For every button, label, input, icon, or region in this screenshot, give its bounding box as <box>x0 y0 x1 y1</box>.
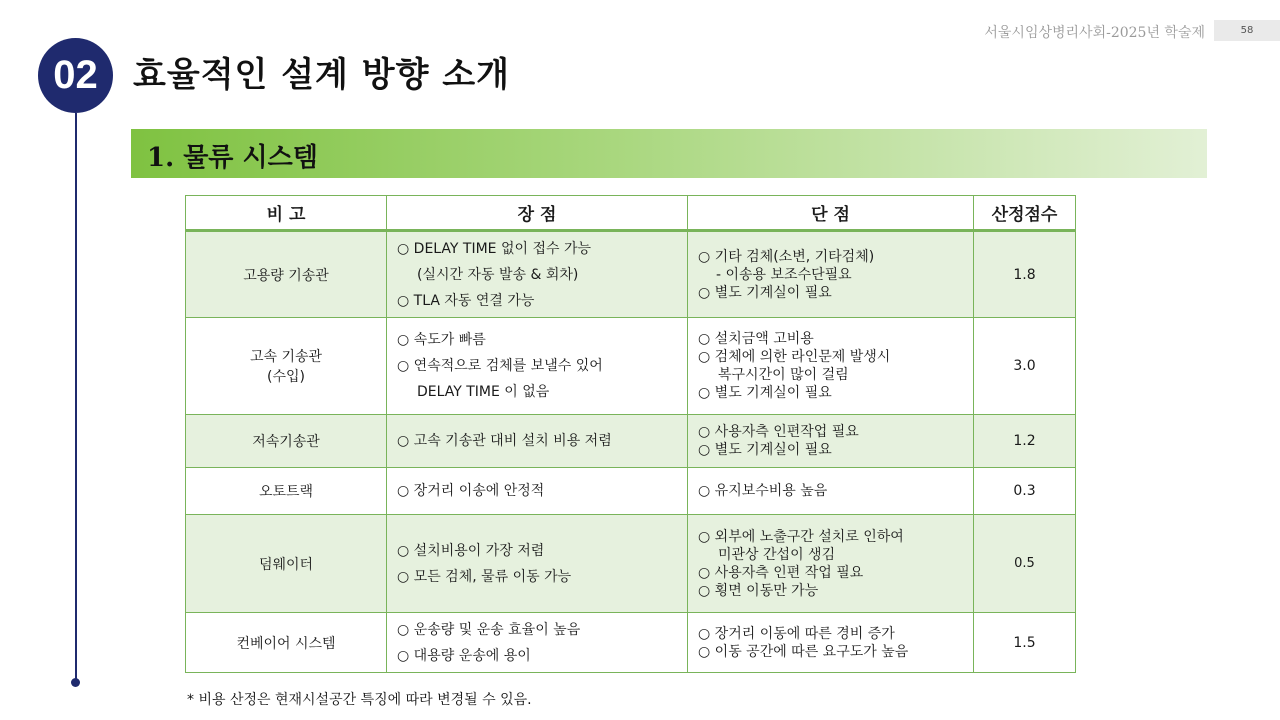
row-cons: ○ 기타 검체(소변, 기타검체) - 이송용 보조수단필요 ○ 별도 기계실이 필요 <box>688 231 974 318</box>
header-pros: 장 점 <box>387 196 688 231</box>
presentation-source: 서울시임상병리사회-2025년 학술제 <box>984 25 1205 41</box>
row-category: 컨베이어 시스템 <box>186 613 387 673</box>
row-pros: ○ 장거리 이송에 안정적 <box>387 468 688 515</box>
row-score: 1.2 <box>974 415 1076 468</box>
row-category: 저속기송관 <box>186 415 387 468</box>
table-row <box>186 415 1076 468</box>
row-cons: ○ 사용자측 인편작업 필요 ○ 별도 기계실이 필요 <box>688 415 974 468</box>
row-score: 0.3 <box>974 468 1076 515</box>
row-score: 1.5 <box>974 613 1076 673</box>
row-score: 0.5 <box>974 515 1076 613</box>
row-cons: ○ 유지보수비용 높음 <box>688 468 974 515</box>
header-cons: 단 점 <box>688 196 974 231</box>
row-pros: ○ 운송량 및 운송 효율이 높음 ○ 대용량 운송에 용이 <box>387 613 688 673</box>
subtitle-banner <box>131 129 1207 178</box>
row-category: 고속 기송관 (수입) <box>186 318 387 415</box>
timeline-line <box>75 113 77 683</box>
page-number: 58 <box>1214 20 1280 41</box>
row-cons: ○ 장거리 이동에 따른 경비 증가 ○ 이동 공간에 따른 요구도가 높음 <box>688 613 974 673</box>
row-pros: ○ 설치비용이 가장 저렴 ○ 모든 검체, 물류 이동 가능 <box>387 515 688 613</box>
header-score: 산정점수 <box>974 196 1076 231</box>
row-score: 3.0 <box>974 318 1076 415</box>
header-category: 비 고 <box>186 196 387 231</box>
subtitle-text: 1. 물류 시스템 <box>147 143 318 173</box>
table-row <box>186 231 1076 318</box>
footnote: * 비용 산정은 현재시설공간 특징에 따라 변경될 수 있음. <box>187 692 532 708</box>
table-header-row <box>186 196 1076 231</box>
timeline-end-dot <box>71 678 80 687</box>
comparison-table <box>185 195 1076 673</box>
row-cons: ○ 설치금액 고비용 ○ 검체에 의한 라인문제 발생시 복구시간이 많이 걸림 ○ 별도 기계실이 필요 <box>688 318 974 415</box>
table-row <box>186 515 1076 613</box>
row-cons: ○ 외부에 노출구간 설치로 인하여 미관상 간섭이 생김 ○ 사용자측 인편 작업 필요 ○ 횡면 이동만 가능 <box>688 515 974 613</box>
table-row <box>186 468 1076 515</box>
row-pros: ○ 고속 기송관 대비 설치 비용 저렴 <box>387 415 688 468</box>
row-score: 1.8 <box>974 231 1076 318</box>
row-category: 오토트랙 <box>186 468 387 515</box>
table-row <box>186 318 1076 415</box>
row-category: 덤웨이터 <box>186 515 387 613</box>
section-number-badge: 02 <box>38 38 113 113</box>
table-row <box>186 613 1076 673</box>
page-title: 효율적인 설계 방향 소개 <box>133 55 510 95</box>
row-category: 고용량 기송관 <box>186 231 387 318</box>
row-pros: ○ DELAY TIME 없이 접수 가능 (실시간 자동 발송 & 회차) ○ TLA 자동 연결 가능 <box>387 231 688 318</box>
row-pros: ○ 속도가 빠름 ○ 연속적으로 검체를 보낼수 있어 DELAY TIME 이 없음 <box>387 318 688 415</box>
